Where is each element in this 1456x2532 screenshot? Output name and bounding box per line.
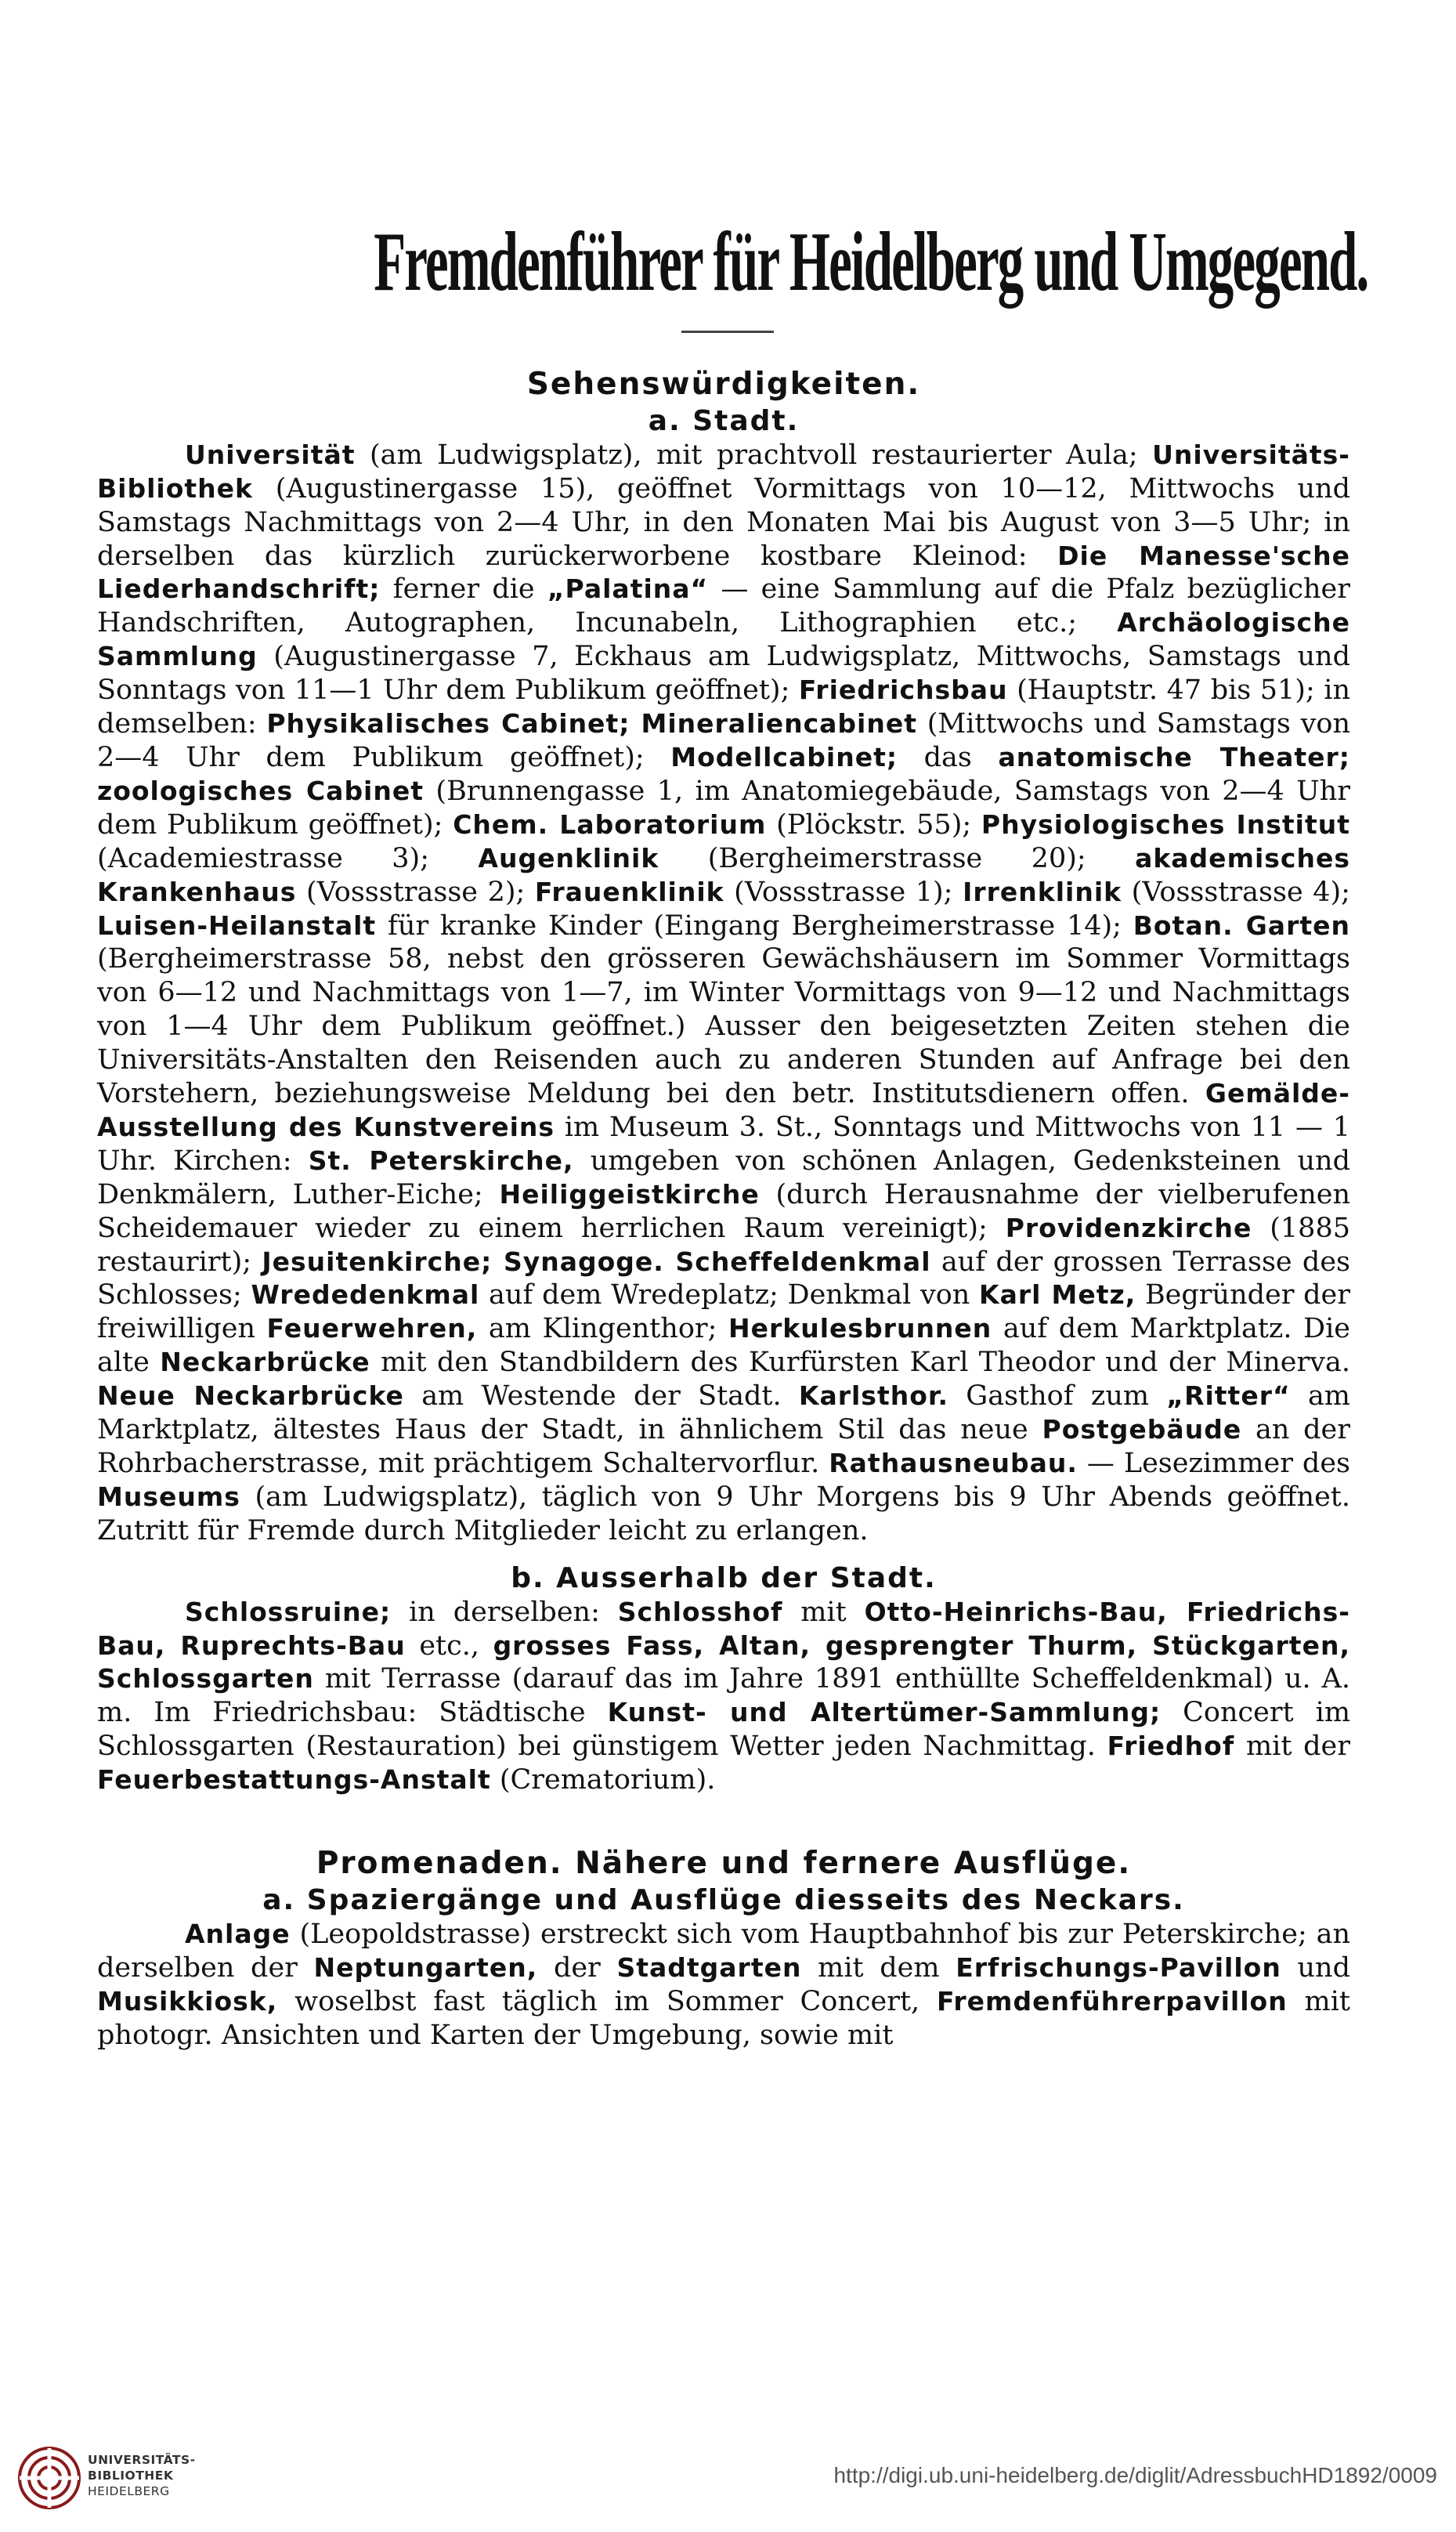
bold-term: Stadtgarten <box>616 1951 802 1983</box>
paragraph-anlage: Anlage (Leopoldstrasse) erstreckt sich vom Hauptbahnhof bis zur Peterskirche; an derselben der Neptungarten, der Stadtgarten mit dem Erfrischungs-Pavillon und Musikkiosk, woselbst fast täglich im Sommer Concert, Fremdenführerpavillon mit photogr. Ansichten und Karten der Umgebung, sowie mit <box>97 1918 1350 2051</box>
section-heading-sehenswuerdigkeiten: Sehenswürdigkeiten. <box>526 367 921 402</box>
library-name-line: BIBLIOTHEK <box>88 2469 174 2483</box>
bold-term: Museums <box>97 1481 240 1512</box>
bold-term: Neptungarten, <box>313 1951 538 1983</box>
bold-term: Augenklinik <box>478 842 659 874</box>
bold-term: Providenzkirche <box>1005 1212 1252 1243</box>
bold-term: Irrenklinik <box>963 876 1122 907</box>
university-library-logo <box>17 2446 81 2510</box>
bold-term: Postgebäude <box>1042 1414 1242 1445</box>
bold-term: St. Peterskirche, <box>308 1145 574 1176</box>
bold-term: Modellcabinet; <box>670 741 898 772</box>
footer <box>0 2429 1456 2532</box>
title-rule <box>681 331 774 333</box>
paragraph-ausserhalb: Schlossruine; in derselben: Schlosshof mit Otto-Heinrichs-Bau, Friedrichs-Bau, Ruprechts-Bau etc., grosses Fass, Altan, gesprengter Thurm, Stückgarten, Schlossgarten mit Terrasse (darauf das im Jahre 1891 enthüllte Scheffeldenkmal) u. A. m. Im Friedrichsbau: Städtische Kunst- und Altertümer-Sammlung; Concert im Schlossgarten (Restauration) bei günstigem Wetter jeden Nachmittag. Friedhof mit der Feuerbestattungs-Anstalt (Crematorium). <box>97 1596 1351 1796</box>
source-url-link[interactable]: http://digi.ub.uni-heidelberg.de/diglit/AdressbuchHD1892/0009 <box>833 2463 1437 2487</box>
bold-term: Kunst- und Altertümer-Sammlung; <box>607 1697 1162 1728</box>
bold-term: Chem. Laboratorium <box>453 808 767 840</box>
section-heading-promenaden: Promenaden. Nähere und fernere Ausflüge. <box>316 1846 1132 1882</box>
bold-term: Neckarbrücke <box>160 1347 370 1378</box>
bold-term: Friedhof <box>1107 1731 1235 1762</box>
subheading-stadt: a. Stadt. <box>648 404 800 437</box>
library-name-line: HEIDELBERG <box>88 2484 170 2498</box>
bold-term: Rathausneubau. <box>829 1448 1078 1478</box>
bold-term: „Ritter“ <box>1166 1380 1291 1412</box>
bold-term: Universität <box>185 439 356 470</box>
bold-term: Feuerbestattungs-Anstalt <box>97 1764 491 1796</box>
bold-term: akademisches Krankenhaus <box>97 842 1350 907</box>
bold-term: Physiologisches Institut <box>981 808 1350 840</box>
bold-term: Wrededenkmal <box>251 1279 480 1311</box>
document-body <box>97 362 1350 2053</box>
bold-term: Jesuitenkirche; Synagoge. Scheffeldenkmal <box>262 1246 931 1277</box>
bold-term: Feuerwehren, <box>266 1313 478 1344</box>
library-name-line: UNIVERSITÄTS- <box>88 2453 196 2467</box>
bold-term: Friedrichsbau <box>798 675 1008 706</box>
bold-term: Neue Neckarbrücke <box>97 1380 404 1412</box>
bold-term: Physikalisches Cabinet; Mineraliencabinet <box>266 708 917 740</box>
bold-term: Karlsthor. <box>798 1380 948 1412</box>
bold-term: Herkulesbrunnen <box>728 1313 992 1344</box>
bold-term: Schlosshof <box>617 1596 783 1627</box>
bold-term: Karl Metz, <box>979 1279 1136 1311</box>
bold-term: Die Manesse'sche Liederhandschrift; <box>97 540 1350 605</box>
bold-term: Otto-Heinrichs-Bau, Friedrichs-Bau, Ruprechts-Bau <box>97 1596 1350 1661</box>
subheading-ausserhalb: b. Ausserhalb der Stadt. <box>511 1561 937 1594</box>
bold-term: Luisen-Heilanstalt <box>97 910 377 941</box>
bold-term: „Palatina“ <box>547 573 709 605</box>
bold-term: Universitäts-Bibliothek <box>97 439 1350 504</box>
bold-term: Anlage <box>185 1918 291 1949</box>
bold-term: grosses Fass, Altan, gesprengter Thurm, Stückgarten, Schlossgarten <box>97 1630 1350 1695</box>
bold-term: Heiliggeistkirche <box>499 1178 760 1210</box>
paragraph-stadt: Universität (am Ludwigsplatz), mit prachtvoll restaurierter Aula; Universitäts-Bibliothek (Augustinergasse 15), geöffnet Vormittags von 10—12, Mittwochs und Samstags Nachmittags von 2—4 Uhr, in den Monaten Mai bis August von 3—5 Uhr; in derselben das kürzlich zurückerworbene kostbare Kleinod: Die Manesse'sche Liederhandschrift; ferner die „Palatina“ — eine Sammlung auf die Pfalz bezüglicher Handschriften, Autographen, Incunabeln, Lithographien etc.; Archäologische Sammlung (Augustinergasse 7, Eckhaus am Ludwigsplatz, Mittwochs, Samstags und Sonntags von 11—1 Uhr dem Publikum geöffnet); Friedrichsbau (Hauptstr. 47 bis 51); in demselben: Physikalisches Cabinet; Mineraliencabinet (Mittwochs und Samstags von 2—4 Uhr dem Publikum geöffnet); Modellcabinet; das anatomische Theater; zoologisches Cabinet (Brunnengasse 1, im Anatomiegebäude, Samstags von 2—4 Uhr dem Publikum geöffnet); Chem. Laboratorium (Plöckstr. 55); Physiologisches Institut (Academiestrasse 3); Augenklinik (Bergheimerstrasse 20); akademisches Krankenhaus (Vossstrasse 2); Frauenklinik (Vossstrasse 1); Irrenklinik (Vossstrasse 4); Luisen-Heilanstalt für kranke Kinder (Eingang Bergheimerstrasse 14); Botan. Garten (Bergheimerstrasse 58, nebst den grösseren Gewächshäusern im Sommer Vormittags von 6—12 und Nachmittags von 1—7, im Winter Vormittags von 9—12 und Nachmittags von 1—4 Uhr dem Publikum geöffnet.) Ausser den beigesetzten Zeiten stehen die Universitäts-Anstalten den Reisenden auch zu anderen Stunden auf Anfrage bei den Vorstehern, beziehungsweise Meldung bei den betr. Institutsdienern offen. Gemälde-Ausstellung des Kunstvereins im Museum 3. St., Sonntags und Mittwochs von 11 — 1 Uhr. Kirchen: St. Peterskirche, umgeben von schönen Anlagen, Gedenksteinen und Denkmälern, Luther-Eiche; Heiliggeistkirche (durch Herausnahme der vielberufenen Scheidemauer wieder zu einem herrlichen Raum vereinigt); Providenzkirche (1885 restaurirt); Jesuitenkirche; Synagoge. Scheffeldenkmal auf der grossen Terrasse des Schlosses; Wrededenkmal auf dem Wredeplatz; Denkmal von Karl Metz, Begründer der freiwilligen Feuerwehren, am Klingenthor; Herkulesbrunnen auf dem Marktplatz. Die alte Neckarbrücke mit den Standbildern des Kurfürsten Karl Theodor und der Minerva. Neue Neckarbrücke am Westende der Stadt. Karlsthor. Gasthof zum „Ritter“ am Marktplatz, ältestes Haus der Stadt, in ähnlichem Stil das neue Postgebäude an der Rohrbacherstrasse, mit prächtigem Schaltervorflur. Rathausneubau. — Lesezimmer des Museums (am Ludwigsplatz), täglich von 9 Uhr Morgens bis 9 Uhr Abends geöffnet. Zutritt für Fremde durch Mitglieder leicht zu erlangen. <box>97 439 1351 1546</box>
bold-term: Schlossruine; <box>185 1596 392 1627</box>
page-title: Fremdenführer für Heidelberg und Umgegend. <box>374 215 1368 309</box>
bold-term: Musikkiosk, <box>97 1985 278 2017</box>
bold-term: Archäologische Sammlung <box>97 607 1350 672</box>
bold-term: anatomische Theater; zoologisches Cabinet <box>97 741 1351 806</box>
bold-term: Erfrischungs-Pavillon <box>956 1951 1281 1983</box>
bold-term: Fremdenführerpavillon <box>936 1985 1288 2017</box>
bold-term: Botan. Garten <box>1133 910 1351 941</box>
bold-term: Gemälde-Ausstellung des Kunstvereins <box>97 1078 1350 1142</box>
subheading-spaziergaenge: a. Spaziergänge und Ausflüge diesseits des Neckars. <box>262 1883 1185 1916</box>
library-name <box>88 2452 196 2499</box>
bold-term: Frauenklinik <box>534 876 724 907</box>
